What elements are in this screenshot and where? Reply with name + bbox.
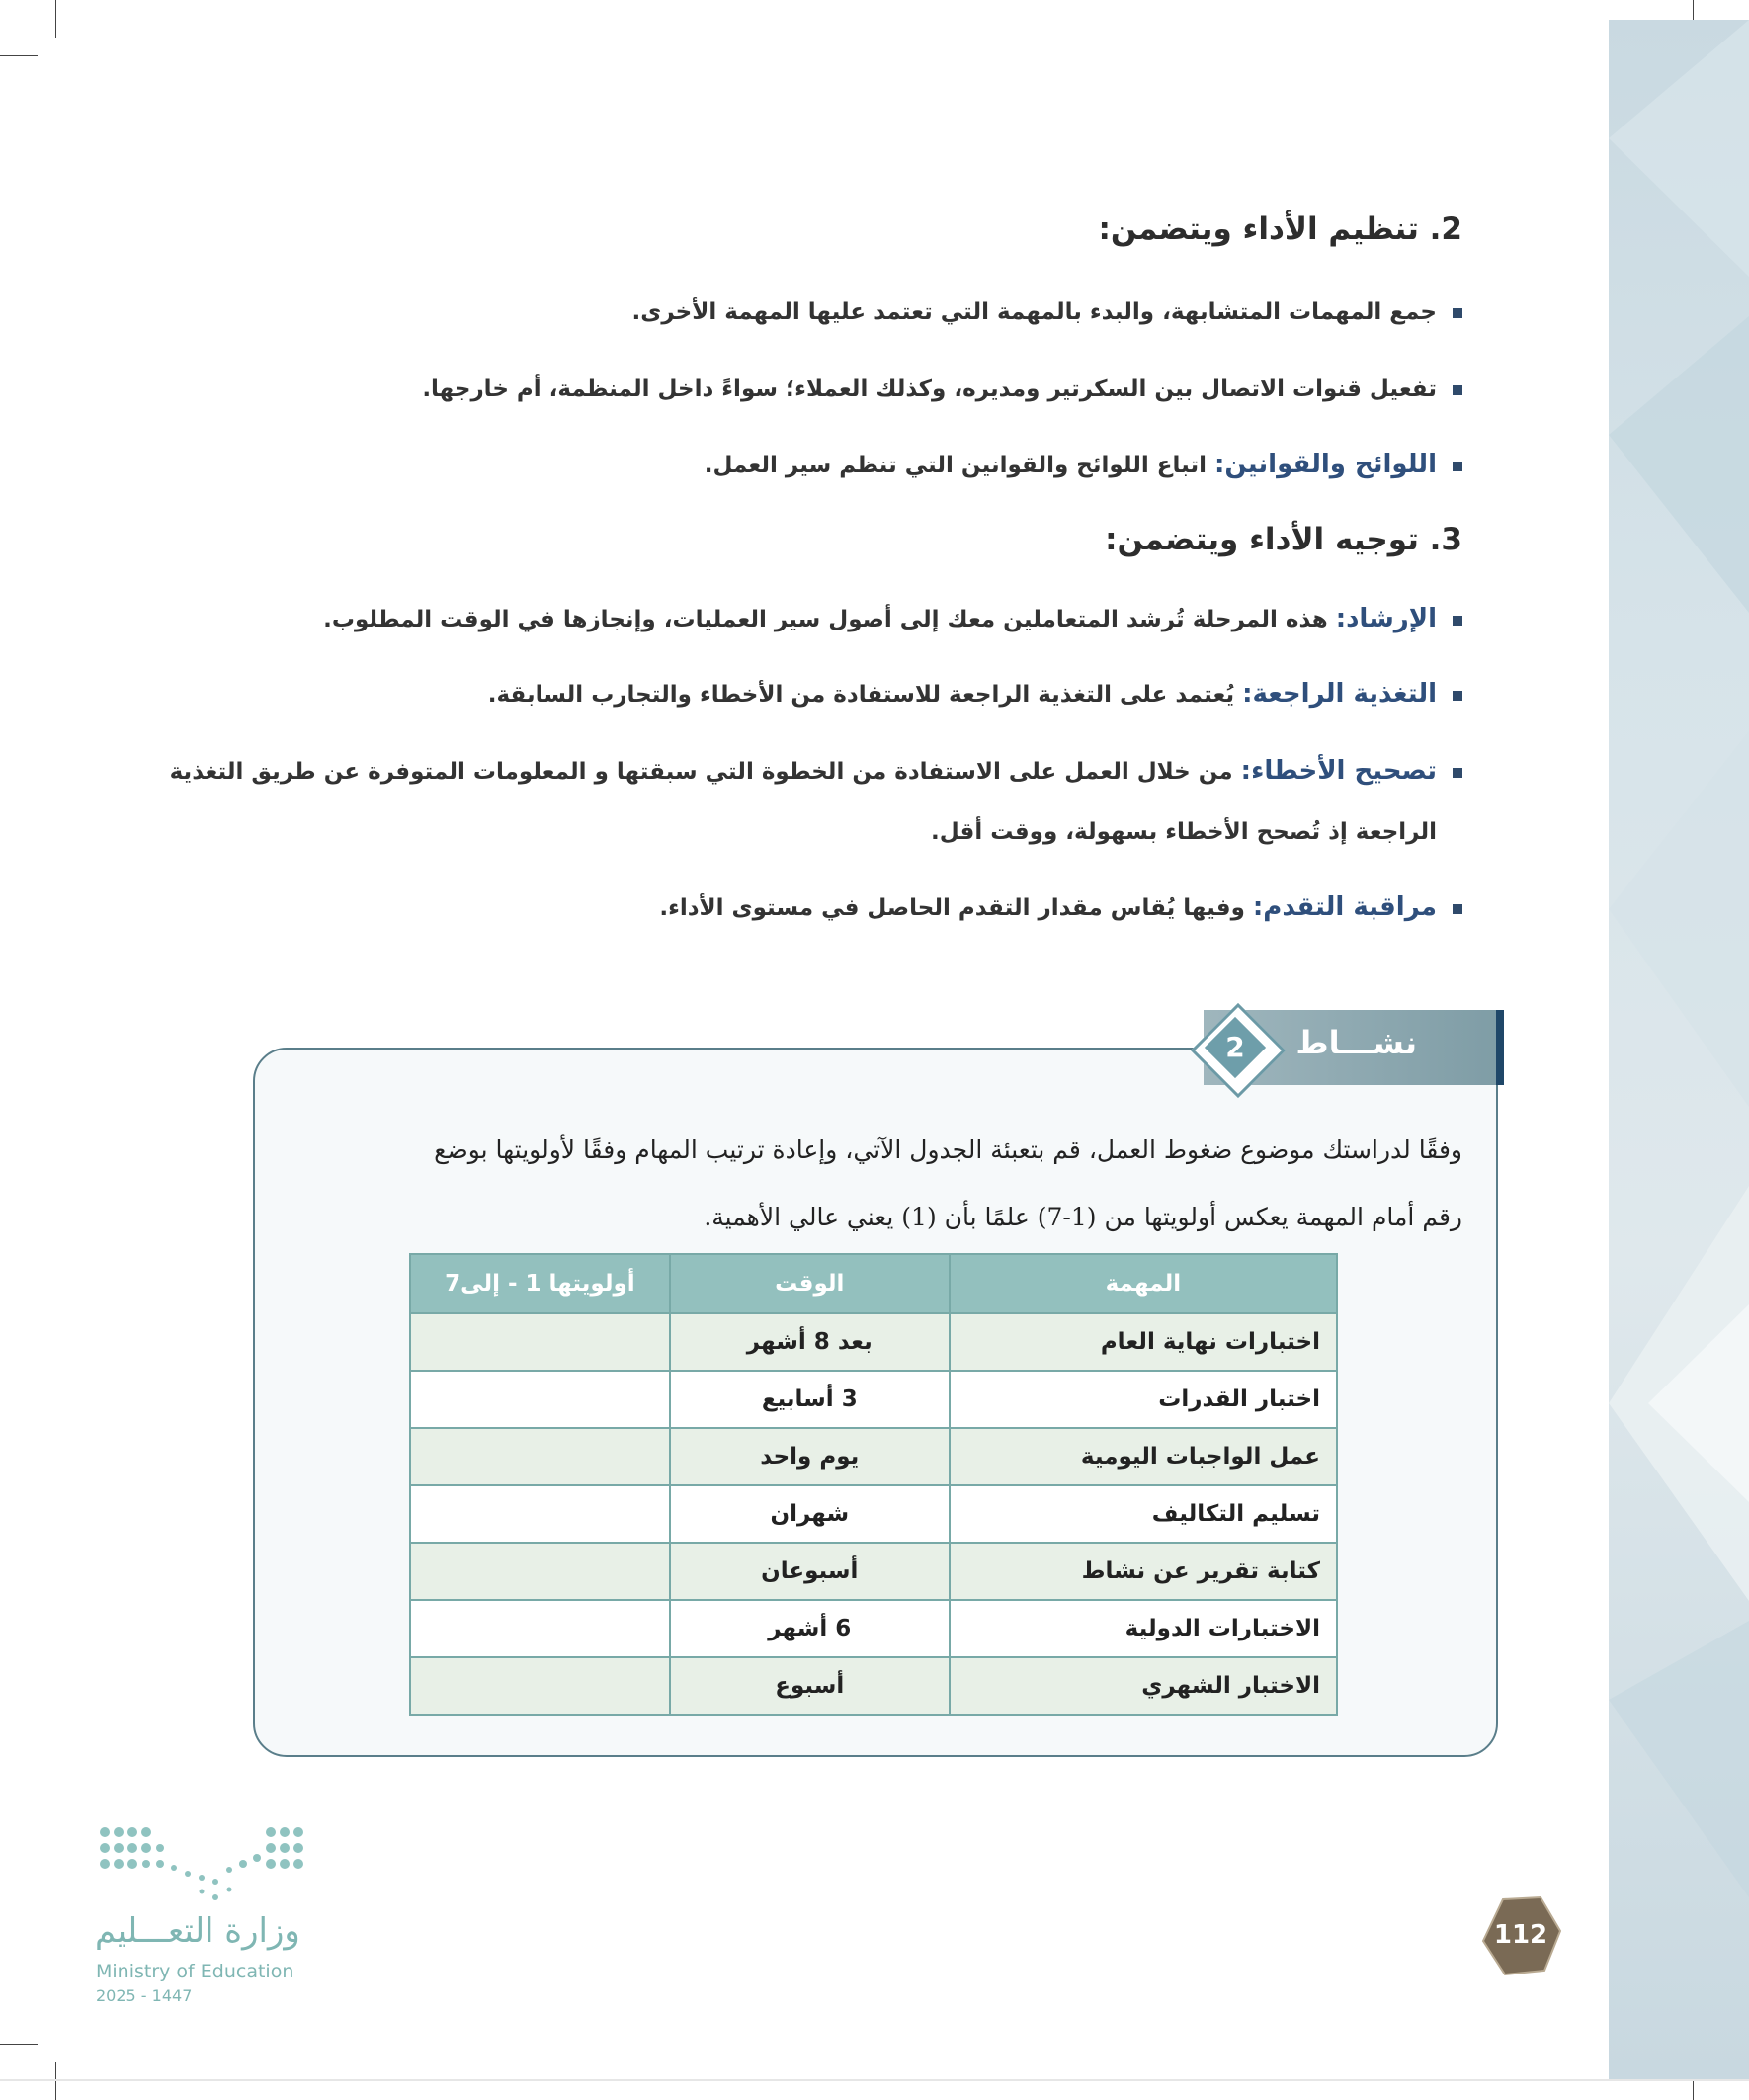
bottom-rule	[0, 2079, 1749, 2081]
bullet-text: يُعتمد على التغذية الراجعة للاستفادة من الأخطاء والتجارب السابقة.	[487, 682, 1243, 708]
priority-cell[interactable]	[410, 1428, 670, 1485]
time-cell: يوم واحد	[670, 1428, 950, 1485]
bullet-term: اللوائح والقوانين:	[1214, 450, 1437, 479]
column-header-time: الوقت	[670, 1254, 950, 1313]
bullet-text: جمع المهمات المتشابهة، والبدء بالمهمة التي تعتمد عليها المهمة الأخرى.	[631, 299, 1437, 325]
task-cell: الاختبار الشهري	[950, 1657, 1337, 1715]
priority-cell[interactable]	[410, 1657, 670, 1715]
bullet-marker	[1453, 385, 1462, 395]
task-cell: كتابة تقرير عن نشاط	[950, 1543, 1337, 1600]
bullet-text: اتباع اللوائح والقوانين التي تنظم سير العمل.	[704, 453, 1214, 478]
bullet-term: مراقبة التقدم:	[1252, 892, 1437, 922]
table-row	[410, 1485, 1337, 1543]
bullet-marker	[1453, 904, 1462, 914]
table-row	[410, 1428, 1337, 1485]
activity-instructions-line: رقم أمام المهمة يعكس أولويتها من (1-7) علمًا بأن (1) يعني عالي الأهمية.	[704, 1203, 1462, 1231]
table-row	[410, 1600, 1337, 1657]
section-2-bullet	[705, 429, 1462, 501]
priority-cell[interactable]	[410, 1313, 670, 1371]
ministry-year: 2025 - 1447	[96, 1986, 193, 2005]
section-2-bullet	[422, 354, 1462, 425]
table-row	[410, 1657, 1337, 1715]
crop-mark	[0, 2044, 38, 2045]
bullet-text: تفعيل قنوات الاتصال بين السكرتير ومديره، وكذلك العملاء؛ سواءً داخل المنظمة، أم خارجها.	[422, 377, 1437, 402]
section-2-bullet	[632, 277, 1462, 348]
activity-label: نشـــاط	[1295, 1024, 1417, 1061]
section-3-bullet	[488, 658, 1462, 730]
time-cell: 6 أشهر	[670, 1600, 950, 1657]
task-cell: اختبارات نهاية العام	[950, 1313, 1337, 1371]
task-cell: اختبار القدرات	[950, 1371, 1337, 1428]
table-header-row	[410, 1254, 1337, 1313]
decorative-side-band	[1609, 20, 1749, 2080]
time-cell: 3 أسابيع	[670, 1371, 950, 1428]
time-cell: بعد 8 أشهر	[670, 1313, 950, 1371]
side-band-pattern	[1609, 20, 1749, 2080]
section-3-heading: 3. توجيه الأداء ويتضمن:	[1105, 522, 1462, 557]
crop-mark	[55, 2062, 56, 2100]
task-cell: تسليم التكاليف	[950, 1485, 1337, 1543]
bullet-marker	[1453, 308, 1462, 318]
task-cell: عمل الواجبات اليومية	[950, 1428, 1337, 1485]
activity-number: 2	[1225, 1031, 1245, 1063]
priority-cell[interactable]	[410, 1600, 670, 1657]
crop-mark	[55, 0, 56, 38]
bullet-marker	[1453, 616, 1462, 626]
priority-cell[interactable]	[410, 1485, 670, 1543]
bullet-term: التغذية الراجعة:	[1242, 679, 1437, 709]
tasks-table	[409, 1253, 1338, 1716]
column-header-task: المهمة	[950, 1254, 1337, 1313]
ministry-name-arabic: وزارة التعـــليم	[95, 1911, 300, 1951]
time-cell: أسبوعان	[670, 1543, 950, 1600]
bullet-text: هذه المرحلة تُرشد المتعاملين معك إلى أصول سير العمليات، وإنجازها في الوقت المطلوب.	[323, 607, 1336, 632]
priority-cell[interactable]	[410, 1543, 670, 1600]
bullet-text: الراجعة إذ تُصحح الأخطاء بسهولة، ووقت أقل.	[931, 819, 1437, 845]
bullet-marker	[1453, 462, 1462, 471]
ministry-logo-icon	[97, 1824, 310, 1903]
task-cell: الاختبارات الدولية	[950, 1600, 1337, 1657]
table-row	[410, 1543, 1337, 1600]
section-3-bullet-continuation	[931, 797, 1437, 868]
bullet-term: الإرشاد:	[1335, 604, 1437, 633]
priority-cell[interactable]	[410, 1371, 670, 1428]
column-header-priority: أولويتها 1 - إلى7	[410, 1254, 670, 1313]
bullet-text: وفيها يُقاس مقدار التقدم الحاصل في مستوى الأداء.	[659, 895, 1253, 921]
page-number: 112	[1493, 1920, 1548, 1950]
activity-instructions	[287, 1117, 1462, 1251]
crop-mark	[0, 55, 38, 56]
activity-instructions-line: وفقًا لدراستك موضوع ضغوط العمل، قم بتعبئة الجدول الآتي، وإعادة ترتيب المهام وفقًا لأولويتها بوضع	[434, 1135, 1462, 1164]
bullet-marker	[1453, 691, 1462, 701]
activity-tab-edge	[1496, 1010, 1504, 1085]
time-cell: أسبوع	[670, 1657, 950, 1715]
section-3-bullet	[323, 583, 1462, 655]
section-2-heading: 2. تنظيم الأداء ويتضمن:	[1098, 211, 1462, 247]
section-3-bullet	[659, 872, 1462, 944]
time-cell: شهران	[670, 1485, 950, 1543]
bullet-marker	[1453, 768, 1462, 778]
table-row	[410, 1371, 1337, 1428]
table-row	[410, 1313, 1337, 1371]
ministry-name-english: Ministry of Education	[96, 1961, 294, 1982]
bullet-text: من خلال العمل على الاستفادة من الخطوة التي سبقتها و المعلومات المتوفرة عن طريق التغذية	[169, 759, 1241, 785]
bullet-term: تصحيح الأخطاء:	[1240, 756, 1437, 786]
